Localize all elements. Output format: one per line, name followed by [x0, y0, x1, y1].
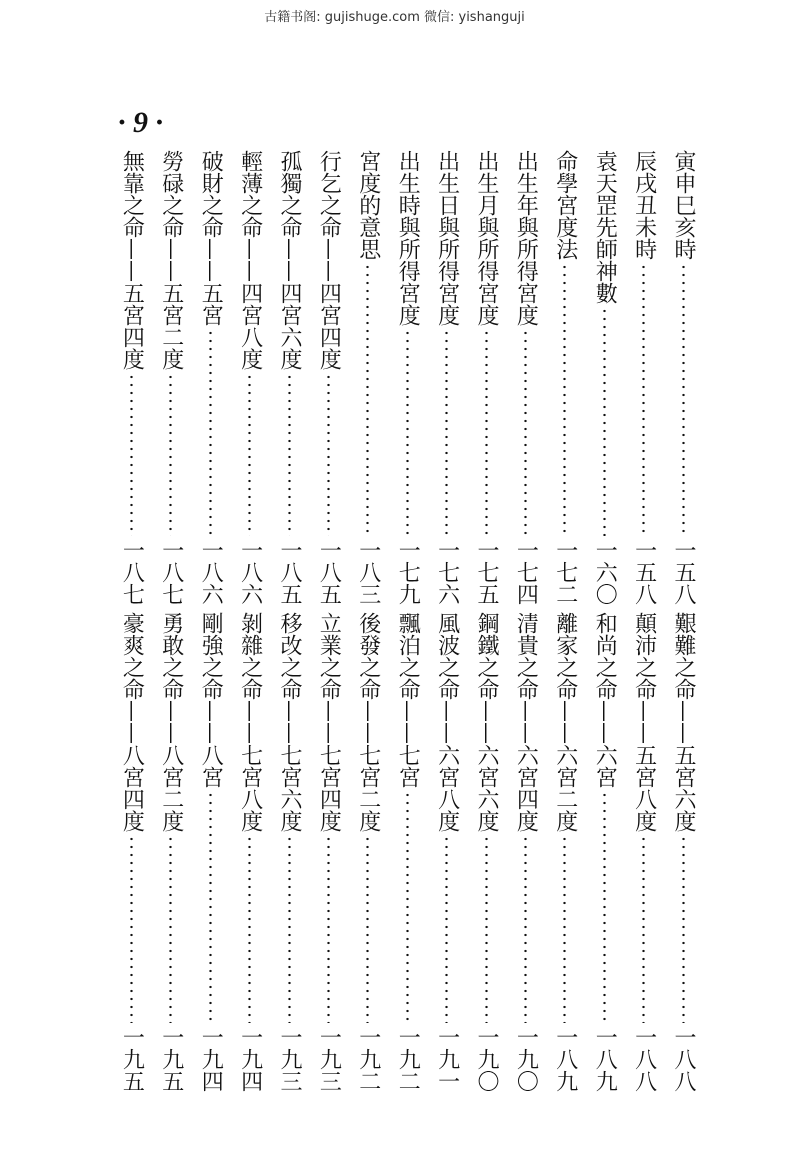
toc-entry-page: 一九五: [119, 1026, 145, 1092]
leader-dots: [406, 329, 409, 536]
toc-entry: [392, 612, 422, 1092]
toc-entry-title: 顛沛之命——五宮八度: [631, 612, 657, 832]
leader-dots: [406, 791, 409, 1023]
toc-entry-title: 立業之命——七宮四度: [316, 612, 342, 832]
leader-dots: [327, 835, 330, 1023]
leader-dots: [603, 791, 606, 1023]
toc-entry-title: 出生年與所得宮度: [513, 150, 539, 326]
toc-entry-title: 豪爽之命——八宮四度: [119, 612, 145, 832]
toc-entry-title: 宮度的意思: [355, 150, 381, 260]
toc-entry: [432, 612, 462, 1092]
toc-entry: [550, 612, 580, 1092]
toc-entry-title: 寅申巳亥時: [671, 150, 696, 260]
leader-dots: [169, 373, 172, 536]
toc-entry-title: 勇敢之命——八宮二度: [158, 612, 184, 832]
toc-entry: [313, 612, 343, 1092]
toc-entry: [313, 150, 343, 605]
leader-dots: [563, 263, 566, 536]
toc-entry-page: 一五八: [631, 539, 657, 605]
toc-entry-title: 飄泊之命——七宮: [395, 612, 421, 788]
toc-entry-page: 一八五: [277, 539, 302, 605]
toc-entry: [116, 612, 146, 1092]
toc-entry-title: 清貴之命——六宮四度: [513, 612, 539, 832]
toc-entry-title: 離家之命——六宮二度: [552, 612, 578, 832]
toc-entry-title: 出生日與所得宮度: [434, 150, 460, 326]
leader-dots: [524, 329, 527, 536]
leader-dots: [445, 835, 448, 1023]
toc-entry: [432, 150, 462, 605]
leader-dots: [169, 835, 172, 1023]
toc-entry-page: 一八五: [316, 539, 342, 605]
toc-entry-page: 一九五: [158, 1026, 184, 1092]
toc-entry-page: 一八六: [198, 539, 224, 605]
toc-entry-page: 一六〇: [592, 539, 618, 605]
toc-entry-page: 一九〇: [513, 1026, 539, 1092]
leader-dots: [485, 329, 488, 536]
leader-dots: [603, 307, 606, 536]
leader-dots: [366, 835, 369, 1023]
leader-dots: [209, 329, 212, 536]
watermark-text: 古籍书阁: gujishuge.com 微信: yishanguji: [264, 10, 525, 25]
toc-entry-title: 辰戌丑未時: [631, 150, 657, 260]
toc-entry-title: 和尚之命——六宮: [592, 612, 618, 788]
toc-entry: [353, 612, 383, 1092]
toc-entry: [510, 612, 540, 1092]
toc-entry: [668, 150, 698, 605]
toc-entry-page: 一九〇: [474, 1026, 499, 1092]
toc-entry-page: 一九一: [434, 1026, 460, 1092]
toc-entry-page: 一九三: [316, 1026, 342, 1092]
leader-dots: [642, 835, 645, 1023]
toc-entry-title: 後發之命——七宮二度: [355, 612, 381, 832]
toc-entry-page: 一七二: [552, 539, 578, 605]
toc-entry-title: 破財之命——五宮: [198, 150, 224, 326]
toc-entry: [235, 150, 265, 605]
toc-entry-page: 一八八: [631, 1026, 657, 1092]
toc-entry: [274, 150, 304, 605]
toc-entry: [589, 612, 619, 1092]
leader-dots: [327, 373, 330, 536]
toc-entry: [471, 150, 501, 605]
toc-entry-title: 艱難之命——五宮六度: [671, 612, 696, 832]
toc-entry-title: 鋼鐵之命——六宮六度: [474, 612, 499, 832]
toc-entry-page: 一八七: [158, 539, 184, 605]
toc-entry-page: 一七五: [474, 539, 499, 605]
toc-entry-page: 一八六: [237, 539, 263, 605]
toc-entry: [116, 150, 146, 605]
leader-dots: [485, 835, 488, 1023]
page-number: · 9 ·: [118, 106, 163, 139]
toc-entry-title: 輕薄之命——四宮八度: [237, 150, 263, 370]
leader-dots: [130, 373, 133, 536]
toc-entry: [274, 612, 304, 1092]
leader-dots: [563, 835, 566, 1023]
toc-entry-page: 一九二: [355, 1026, 381, 1092]
toc-entry: [510, 150, 540, 605]
toc-entry-title: 無靠之命——五宮四度: [119, 150, 145, 370]
toc-entry-page: 一八三: [355, 539, 381, 605]
toc-entry-page: 一七九: [395, 539, 421, 605]
toc-entry: [668, 612, 698, 1092]
leader-dots: [682, 263, 685, 536]
toc-entry-page: 一五八: [671, 539, 696, 605]
toc-entry-title: 剝雜之命——七宮八度: [237, 612, 263, 832]
toc-entry: [629, 612, 659, 1092]
toc-entry: [392, 150, 422, 605]
leader-dots: [130, 835, 133, 1023]
toc-entry: [471, 612, 501, 1092]
toc-entry-page: 一九四: [237, 1026, 263, 1092]
toc-entry: [589, 150, 619, 605]
toc-entry-page: 一八九: [592, 1026, 618, 1092]
toc-entry-title: 袁天罡先師神數: [592, 150, 618, 304]
toc-entry-page: 一八七: [119, 539, 145, 605]
toc-entry-page: 一九三: [277, 1026, 302, 1092]
leader-dots: [248, 373, 251, 536]
toc-entry-title: 勞碌之命——五宮二度: [158, 150, 184, 370]
leader-dots: [524, 835, 527, 1023]
toc-entry-title: 命學宮度法: [552, 150, 578, 260]
leader-dots: [288, 373, 291, 536]
toc-entry-title: 移改之命——七宮六度: [277, 612, 302, 832]
toc-entry: [235, 612, 265, 1092]
leader-dots: [248, 835, 251, 1023]
leader-dots: [209, 791, 212, 1023]
leader-dots: [445, 329, 448, 536]
toc-entry-title: 風波之命——六宮八度: [434, 612, 460, 832]
toc-entry-title: 行乞之命——四宮四度: [316, 150, 342, 370]
toc-entry-page: 一八九: [552, 1026, 578, 1092]
leader-dots: [288, 835, 291, 1023]
toc-entry-page: 一九二: [395, 1026, 421, 1092]
toc-entry: [195, 612, 225, 1092]
toc-entry-page: 一七六: [434, 539, 460, 605]
toc-entry: [550, 150, 580, 605]
toc-entry-page: 一七四: [513, 539, 539, 605]
toc-entry-page: 一八八: [671, 1026, 696, 1092]
toc-entry-title: 孤獨之命——四宮六度: [277, 150, 302, 370]
leader-dots: [682, 835, 685, 1023]
toc-entry: [156, 150, 186, 605]
toc-entry-title: 出生月與所得宮度: [474, 150, 499, 326]
toc-entry-title: 剛強之命——八宮: [198, 612, 224, 788]
toc-entry-page: 一九四: [198, 1026, 224, 1092]
toc-entry: [353, 150, 383, 605]
toc-entry: [629, 150, 659, 605]
leader-dots: [366, 263, 369, 536]
toc-entry: [195, 150, 225, 605]
leader-dots: [642, 263, 645, 536]
toc-entry: [156, 612, 186, 1092]
toc-entry-title: 出生時與所得宮度: [395, 150, 421, 326]
